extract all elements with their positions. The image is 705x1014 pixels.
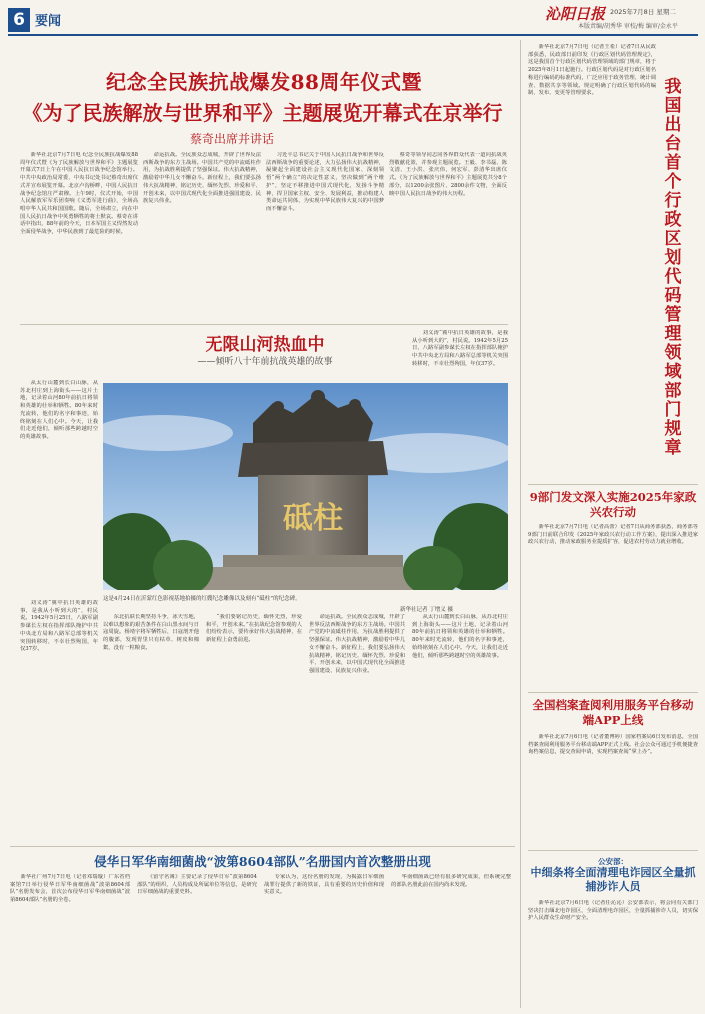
- divider: [528, 484, 698, 485]
- photo-illustration: [103, 383, 508, 590]
- monument-inscription: 砥柱: [283, 501, 343, 536]
- story2-col2: 东北抗联长期坚持斗争，冰天雪地，以难以想象的艰苦条件在白山黑水间与日寇周旋。杨靖宇将军牺牲后，日寇剖开他的腹部，发现胃里只有枯草、树皮和棉絮，没有一粒粮食。: [103, 614, 199, 651]
- right-article4-body: 新华社北京7月6日电（记者任沁沁）公安部表示，将会同有关部门坚决打击缅北电诈园区，全面清理电诈园区，全量抓捕涉诈人员，切实保护人民群众生命财产安全。: [528, 900, 698, 922]
- divider: [528, 850, 698, 851]
- right-top-headline: 我国出台首个行政区划代码管理领域部门规章: [664, 77, 682, 458]
- editor-credits: 本版责编/胡秀华 审校/梅 编审/金永平: [578, 23, 678, 30]
- story2-col5-top: 刘义涛“冀中抗日英雄的故事，是我从小听到大的”，村民说。1942年5月25日，八路军副参谋长左权在指挥部队掩护中共中央北方局和八路军总部等机关突围转移时，不幸壮烈殉国，年仅37岁。: [412, 330, 508, 367]
- right-article4-headline: 中细条将全面清理电诈园区全量抓捕涉诈人员: [530, 866, 696, 893]
- main-article-col1: 新华社北京7月7日电 纪念全民族抗战爆发88周年仪式暨《为了民族解放与世界和平》主题展览开幕式7日上午在中国人民抗日战争纪念馆举行。中共中央政治局常委、中央书记处书记蔡奇出席仪式并宣布展览开幕。北京卢沟桥畔，中国人民抗日战争纪念馆庄严肃穆。上午9时，仪式开始，中国人民解放军军乐团奏响《义勇军进行曲》，全场高唱中华人民共和国国歌。随后，全场肃立，向在中国人民抗日战争中英勇牺牲的将士默哀。蔡奇在讲话中指出，88年前的今天，日本军国主义悍然发动全面侵华战争，中华民族到了最危险的时候。: [20, 152, 138, 236]
- right-article2-headline: 9部门发文深入实施2025年家政兴农行动: [529, 490, 697, 519]
- newspaper-logo: 沁阳日报: [545, 5, 606, 23]
- photo-credit: 新华社记者 丁增义 摄: [400, 607, 453, 613]
- right-article3-headline: 全国档案查阅利用服务平台移动端APP上线: [532, 698, 694, 727]
- section-name: 要闻: [35, 14, 62, 29]
- issue-date: 2025年7月8日 星期二: [610, 8, 676, 16]
- photo-caption: 这是4月24日在沂蒙红色影视基地拍摄的红嫂纪念雕像以及刻有“砥柱”的纪念碑。: [103, 596, 301, 602]
- story2-col5: 从太行山麓到长白山脉，从苏北村庄到上海街头——这片土地，记录着山河80年前抗日将领和英雄的壮举和牺牲。80年来时光流转，他们的名字和事迹，始终铭刻在人们心中。今天，让我们走近他们，倾听那些跨越时空的英雄故事。: [412, 614, 508, 659]
- bottom-col2: 《留守名簿》主要记录了侵华日军“波第8604部队”的组织、人员构成及所属单位等信息，是研究日军细菌战的重要史料。: [137, 874, 257, 896]
- main-article-col3: 习近平总书记关于中国人民抗日战争和世界反法西斯战争的重要论述，大力弘扬伟大抗战精神，凝聚起全面建设社会主义现代化国家、深刻领悟“两个确立”的决定性意义，坚决做到“两个维护”，坚定不移推进中国式现代化，发扬斗争精神，捍卫国家主权、安全、发展利益，推动构建人类命运共同体，为实现中华民族伟大复兴的中国梦而不懈奋斗。: [266, 152, 384, 212]
- divider: [20, 324, 508, 325]
- main-article-col2: 命运抗战。全民族众志成城，开辟了世界反法西斯战争的东方主战场。中国共产党的中流砥柱作用，为抗战胜利提供了坚强保证。伟大抗战精神，激励着中华儿女不懈奋斗。新征程上，我们要弘扬伟大抗战精神，铭记历史、缅怀先烈、珍爱和平、开创未来，以中国式现代化全面推进强国建设、民族复兴伟业。: [143, 152, 261, 205]
- main-headline-line1: 纪念全民族抗战爆发88周年仪式暨: [106, 70, 422, 94]
- right-top-article: 新华社北京7月7日电（记者王希）记者7日从民政部获悉，民政部日前印发《行政区划代码管理规定》，这是我国首个行政区划代码管理领域的部门规章，将于2025年8月1日起施行。行政区划代码是对行政区划名称进行编码的标准代码，广泛应用于政务管理、统计调查、数据共享等领域。规定明确了行政区划代码的编制、发布、变更等管理要求。: [528, 44, 656, 97]
- story2-col4: 命运抗战。全民族众志成城，开辟了世界反法西斯战争的东方主战场。中国共产党的中流砥柱作用，为抗战胜利提供了坚强保证。伟大抗战精神，激励着中华儿女不懈奋斗。新征程上，我们要弘扬伟大抗战精神，铭记历史、缅怀先烈、珍爱和平、开创未来，以中国式现代化全面推进强国建设、民族复兴伟业。: [309, 614, 405, 674]
- right-article3-body: 新华社北京7月6日电（记者董博婷）国家档案局6日发布消息，全国档案查阅利用服务平台移动端APP正式上线。社会公众可通过手机便捷查询档案信息，提交查阅申请，实现档案查阅“掌上办”。: [528, 734, 698, 756]
- main-headline-line2: 《为了民族解放与世界和平》主题展览开幕式在京举行: [22, 101, 503, 125]
- story2-col3: “我们要铭记历史，缅怀先烈，珍爱和平，开创未来。”在抗战纪念馆参观的人们纷纷表示，要传承好伟大抗战精神，在新征程上奋勇前进。: [206, 614, 302, 644]
- bottom-col3: 专家认为，这份名册的发现，为揭露日军细菌战罪行提供了新的铁证，具有重要的历史价值和现实意义。: [264, 874, 384, 896]
- bottom-headline: 侵华日军华南细菌战“波第8604部队”名册国内首次整册出现: [94, 854, 431, 869]
- divider: [10, 846, 515, 847]
- header-rule: [8, 34, 698, 36]
- main-subheadline: 蔡奇出席并讲话: [190, 132, 275, 146]
- page-header: [0, 0, 705, 38]
- bottom-col4: 华南细菌战已经有很多研究成果，但系统完整的部队名册此前在国内尚未发现。: [391, 874, 511, 888]
- story2-col1b: 刘义涛“冀中抗日英雄的故事，是我从小听到大的”，村民说。1942年5月25日，八路军副参谋长左权在指挥部队掩护中共中央北方局和八路军总部等机关突围转移时，不幸壮烈殉国，年仅37岁。: [20, 600, 98, 653]
- story2-headline: 无限山河热血中: [205, 335, 325, 355]
- divider: [528, 692, 698, 693]
- story2-col1: 从太行山麓到长白山脉，从苏北村庄到上海街头——这片土地，记录着山河80年前抗日将领和英雄的壮举和牺牲。80年来时光流转，他们的名字和事迹，始终铭刻在人们心中。今天，让我们走近他们，倾听那些跨越时空的英雄故事。: [20, 380, 98, 440]
- bottom-col1: 新华社广州7月7日电（记者邓瑞璇）广东省档案馆7日举行侵华日军华南细菌战“波第8604部队”名册发布会，首次公布侵华日军华南细菌战“波第8604部队”名册的全卷。: [10, 874, 130, 904]
- page-number: 6: [8, 8, 30, 32]
- main-article-col4: 蔡奇等领导同志同各界群众代表一道向抗战英烈敬献花篮，并参观主题展览。王毅、李书磊、陈文清、王小洪、张庆伟，何宏军、彭清华出席仪式。《为了民族解放与世界和平》主题展览共分8个部分，以1200余张图片、2800余件文物，全面反映中国人民抗日战争的伟大历程。: [389, 152, 507, 197]
- monument-photo: [103, 383, 508, 590]
- story2-subheadline: ——倾听八十年前抗战英雄的故事: [197, 357, 333, 367]
- column-divider: [520, 40, 521, 1008]
- right-article2-body: 新华社北京7月7日电（记者高蕾）记者7日从商务部获悉，商务部等9部门日前联合印发《2025年家政兴农行动工作方案》，提出深入推进家政兴农行动，推动家政服务业提质扩容，促进农村劳动力就业增收。: [528, 524, 698, 546]
- right-article4-kicker: 公安部：: [598, 857, 628, 866]
